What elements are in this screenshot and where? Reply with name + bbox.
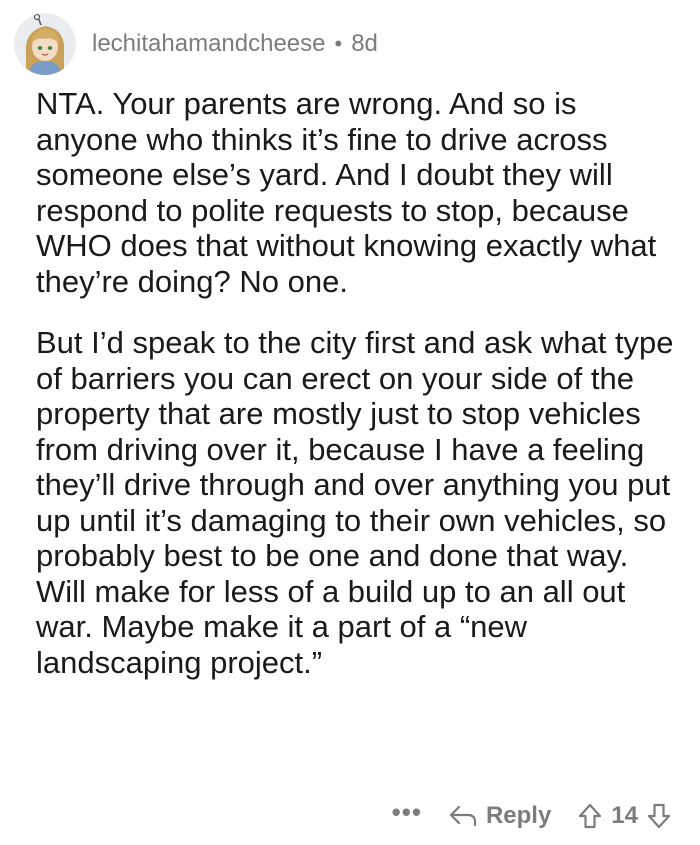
more-options-button[interactable]: ••• xyxy=(391,796,422,827)
vote-score: 14 xyxy=(611,802,638,829)
comment-paragraph-2: But I’d speak to the city first and ask what type of barriers you can erect on your side of the property that are mostly just to stop vehicles from driving over it, because I have a feeling they’ll drive through and over anything you put up until it’s damaging to their own vehicles, so probably best to be one and done that way. Will make for less of a build up to an all out war. Maybe make it a part of a “new landscaping project.” xyxy=(36,325,674,680)
downvote-icon[interactable] xyxy=(646,802,672,830)
avatar-image xyxy=(14,13,76,75)
reply-icon xyxy=(448,804,478,828)
reply-button[interactable] xyxy=(448,802,551,830)
comment-actions xyxy=(392,796,672,836)
upvote-icon[interactable] xyxy=(577,802,603,830)
comment-age: 8d xyxy=(351,30,378,57)
username[interactable]: lechitahamandcheese xyxy=(92,30,326,57)
reply-label: Reply xyxy=(485,802,552,829)
avatar[interactable] xyxy=(14,13,76,75)
comment-paragraph-1: NTA. Your parents are wrong. And so is anyone who thinks it’s fine to drive across someone else’s yard. And I doubt they will respond to polite requests to stop, because WHO does that without knowing exactly what they’re doing? No one. xyxy=(36,86,657,299)
comment-body xyxy=(36,86,686,706)
comment-header xyxy=(14,12,378,76)
meta-separator: • xyxy=(334,31,343,56)
comment-meta xyxy=(92,30,378,58)
vote-controls xyxy=(577,802,672,830)
